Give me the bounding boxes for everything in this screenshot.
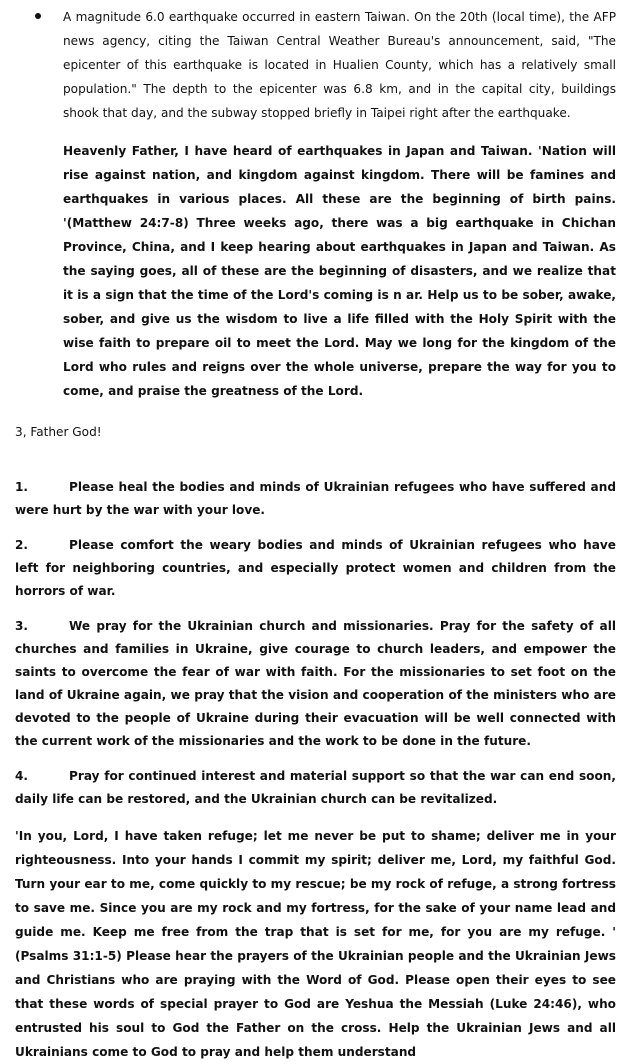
bullet-icon — [35, 13, 41, 19]
numbered-item — [15, 615, 616, 753]
earthquake-prayer-paragraph: Heavenly Father, I have heard of earthquakes in Japan and Taiwan. 'Nation will rise against nation, and kingdom against kingdom. There will be famines and earthquakes in various places. All these are the beginning of birth pains. '(Matthew 24:7-8) Three weeks ago, there was a big earthquake in Chichan Province, China, and I keep hearing about earthquakes in Japan and Taiwan. As the saying goes, all of these are the beginning of disasters, and we realize that it is a sign that the time of the Lord's coming is n ar. Help us to be sober, awake, sober, and give us the wisdom to live a life filled with the Holy Spirit with the wise faith to prepare oil to meet the Lord. May we long for the kingdom of the Lord who rules and reigns over the whole universe, prepare the way for you to come, and praise the greatness of the Lord. — [63, 144, 616, 398]
news-paragraph: A magnitude 6.0 earthquake occurred in eastern Taiwan. On the 20th (local time), the AFP news agency, citing the Taiwan Central Weather Bureau's announcement, said, "The epicenter of this earthquake is located in Hualien County, which has a relatively small population." The depth to the epicenter was 6.8 km, and in the capital city, buildings shook that day, and the subway stopped briefly in Taipei right after the earthquake. — [63, 10, 616, 120]
numbered-item — [15, 476, 616, 522]
news-bullet-item — [15, 5, 616, 403]
item-text: Pray for continued interest and material support so that the war can end soon, daily life can be restored, and the Ukrainian church can be revitalized. — [15, 769, 616, 806]
item-text: Please comfort the weary bodies and minds of Ukrainian refugees who have left for neighboring countries, and especially protect women and children from the horrors of war. — [15, 538, 616, 598]
section-heading: 3, Father God! — [15, 425, 102, 439]
numbered-item — [15, 534, 616, 603]
psalm-prayer-paragraph: 'In you, Lord, I have taken refuge; let me never be put to shame; deliver me in your righteousness. Into your hands I commit my spirit; deliver me, Lord, my faithful God. Turn your ear to me, come quickly to my rescue; be my rock of refuge, a strong fortress to save me. Since you are my rock and my fortress, for the sake of your name lead and guide me. Keep me free from the trap that is set for me, for you are my refuge. ' (Psalms 31:1-5) Please hear the prayers of the Ukrainian people and the Ukrainian Jews and Christians who are praying with the Word of God. Please open their eyes to see that these words of special prayer to God are Yeshua the Messiah (Luke 24:46), who entrusted his soul to God the Father on the cross. Help the Ukrainian Jews and all Ukrainians come to God to pray and help them understand — [15, 829, 616, 1059]
item-text: We pray for the Ukrainian church and missionaries. Pray for the safety of all churches and families in Ukraine, give courage to church leaders, and empower the saints to overcome the fear of war with faith. For the missionaries to set foot on the land of Ukraine again, we pray that the vision and cooperation of the ministers who are devoted to the people of Ukraine during their evacuation will be well connected with the current work of the missionaries and the work to be done in the future. — [15, 619, 616, 748]
item-number: 4. — [15, 769, 29, 783]
item-number: 2. — [15, 538, 29, 552]
item-number: 1. — [15, 480, 29, 494]
numbered-item — [15, 765, 616, 811]
item-number: 3. — [15, 619, 29, 633]
item-text: Please heal the bodies and minds of Ukrainian refugees who have suffered and were hurt by the war with your love. — [15, 480, 616, 517]
document-page — [15, 0, 616, 1064]
